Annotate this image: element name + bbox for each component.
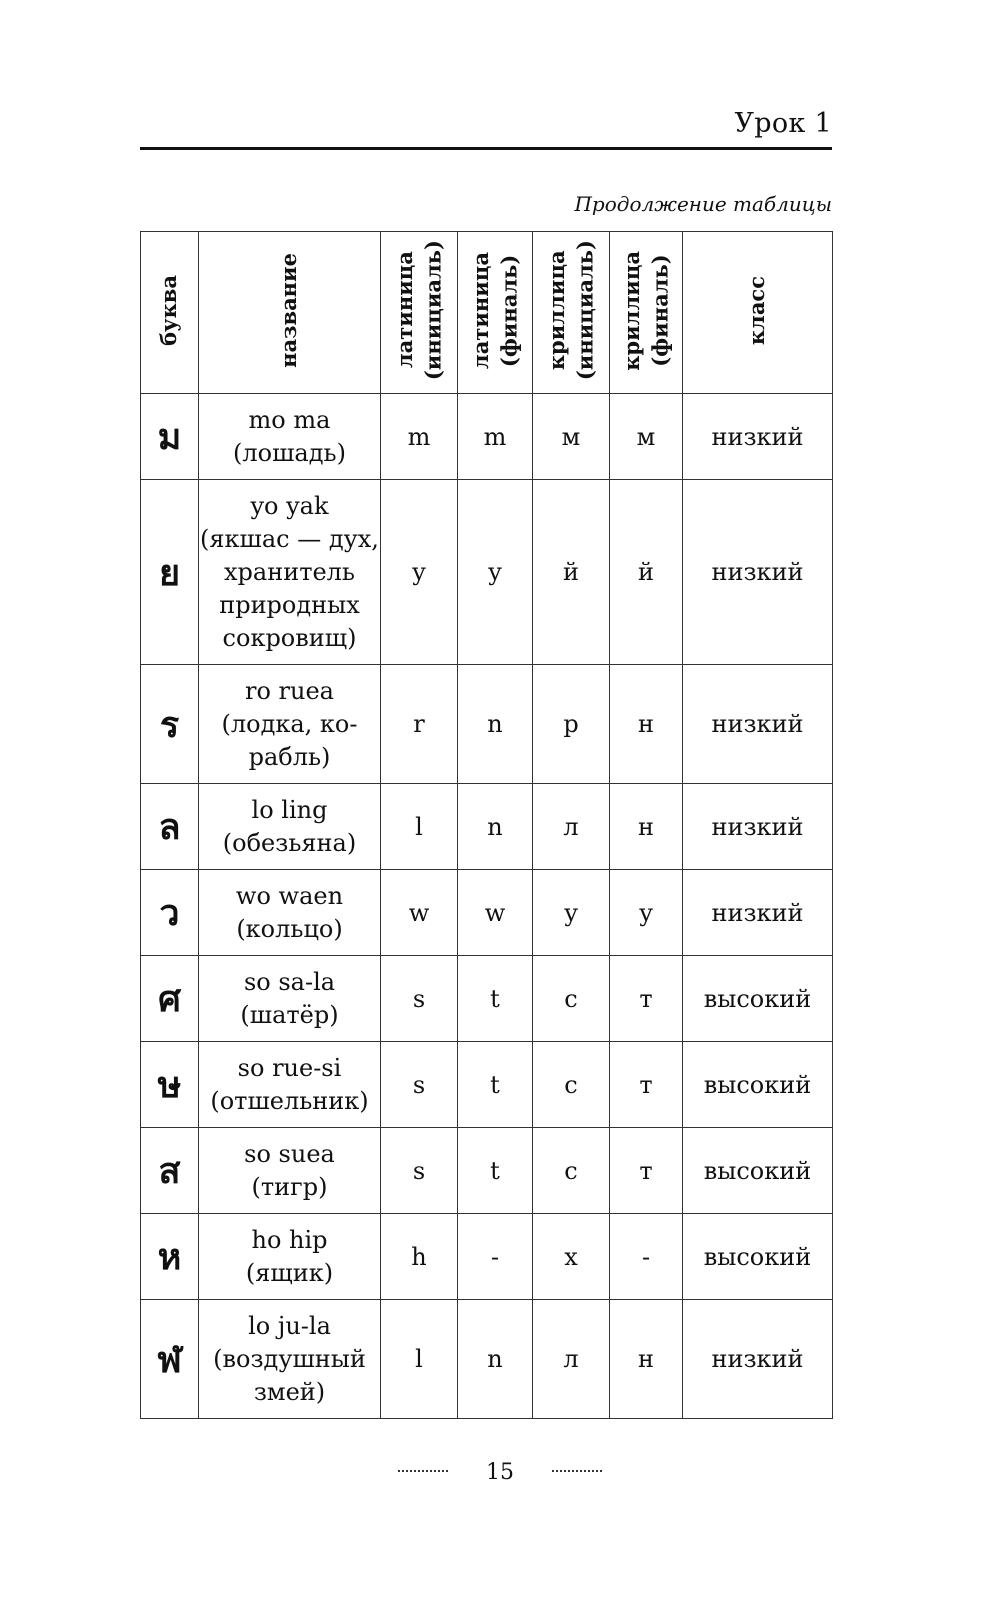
letter-name-line: (отшельник): [210, 1086, 369, 1115]
latin-final: t: [458, 1042, 533, 1128]
letter-name-line: сокровищ): [222, 623, 357, 652]
header-latin-initial-label: [391, 240, 448, 380]
letter-name-line: змей): [253, 1377, 326, 1406]
letter-name: [199, 665, 381, 784]
page-header: [140, 96, 832, 150]
latin-final: n: [458, 1300, 533, 1419]
thai-letter: ส: [141, 1128, 199, 1214]
letter-name-line: lo ling: [251, 795, 328, 824]
cyrillic-initial: л: [533, 1300, 610, 1419]
latin-initial: l: [381, 784, 458, 870]
latin-final: t: [458, 956, 533, 1042]
latin-initial: s: [381, 1128, 458, 1214]
thai-letter: ร: [141, 665, 199, 784]
header-name: [199, 232, 381, 394]
latin-initial: s: [381, 1042, 458, 1128]
table-row: [141, 665, 833, 784]
page-number: 15: [486, 1460, 514, 1485]
header-cyrillic-initial-line-1: криллица: [543, 250, 569, 371]
thai-letter: ว: [141, 870, 199, 956]
header-name-line-1: название: [276, 253, 302, 368]
page-footer: [0, 1460, 1000, 1485]
letter-name: [199, 870, 381, 956]
cyrillic-final: у: [610, 870, 683, 956]
header-latin-initial: [381, 232, 458, 394]
letter-name-line: ho hip: [251, 1225, 328, 1254]
latin-initial: r: [381, 665, 458, 784]
letter-name-line: (тигр): [251, 1172, 328, 1201]
header-cyrillic-initial-label: [543, 240, 600, 380]
latin-initial: s: [381, 956, 458, 1042]
latin-initial: m: [381, 394, 458, 480]
letter-name-line: so rue-si: [237, 1053, 342, 1082]
cyrillic-final: т: [610, 1128, 683, 1214]
cyrillic-initial: с: [533, 956, 610, 1042]
letter-name-line: lo ju-la: [248, 1311, 331, 1340]
header-cyrillic-final-line-2: (финаль): [647, 254, 672, 367]
letter-name-line: (кольцо): [236, 914, 343, 943]
letter-class: высокий: [683, 1128, 833, 1214]
latin-final: w: [458, 870, 533, 956]
letter-class: высокий: [683, 956, 833, 1042]
thai-letter: ม: [141, 394, 199, 480]
latin-initial: y: [381, 480, 458, 665]
cyrillic-final: й: [610, 480, 683, 665]
table-row: [141, 394, 833, 480]
header-latin-final-line-1: латиница: [467, 251, 493, 370]
table-row: [141, 784, 833, 870]
cyrillic-initial: й: [533, 480, 610, 665]
cyrillic-initial: с: [533, 1128, 610, 1214]
letter-name-line: (воздушный: [213, 1344, 366, 1373]
cyrillic-initial: с: [533, 1042, 610, 1128]
table-body: [141, 394, 833, 1419]
latin-initial: h: [381, 1214, 458, 1300]
letter-name-line: yo yak: [250, 491, 329, 520]
letter-name-line: so suea: [244, 1139, 335, 1168]
header-latin-initial-line-2: (инициаль): [420, 240, 445, 381]
table-row: [141, 1128, 833, 1214]
header-latin-final: [458, 232, 533, 394]
latin-final: t: [458, 1128, 533, 1214]
table-row: [141, 480, 833, 665]
cyrillic-final: н: [610, 665, 683, 784]
header-latin-final-line-2: (финаль): [496, 254, 521, 367]
letter-class: низкий: [683, 784, 833, 870]
letter-name-line: (лодка, ко-: [221, 709, 358, 738]
cyrillic-initial: л: [533, 784, 610, 870]
cyrillic-final: -: [610, 1214, 683, 1300]
letter-class: высокий: [683, 1214, 833, 1300]
letter-name: [199, 1300, 381, 1419]
letter-name-line: (ящик): [245, 1258, 334, 1287]
thai-letter: ศ: [141, 956, 199, 1042]
letter-class: низкий: [683, 870, 833, 956]
header-class: [683, 232, 833, 394]
cyrillic-initial: х: [533, 1214, 610, 1300]
letter-name-line: wo waen: [235, 881, 344, 910]
latin-initial: l: [381, 1300, 458, 1419]
header-cyrillic-final-label: [618, 251, 675, 371]
thai-letter: ห: [141, 1214, 199, 1300]
header-latin-final-label: [467, 252, 524, 369]
cyrillic-final: м: [610, 394, 683, 480]
latin-initial: w: [381, 870, 458, 956]
cyrillic-initial: у: [533, 870, 610, 956]
header-cyrillic-initial: [533, 232, 610, 394]
letter-name-line: хранитель: [224, 557, 355, 586]
latin-final: y: [458, 480, 533, 665]
header-letter-line-1: буква: [156, 275, 182, 346]
letter-name: [199, 1128, 381, 1214]
table-row: [141, 956, 833, 1042]
table-row: [141, 870, 833, 956]
letter-name-line: (шатёр): [240, 1000, 339, 1029]
letter-class: высокий: [683, 1042, 833, 1128]
header-latin-initial-line-1: латиница: [391, 251, 417, 370]
thai-letter: ล: [141, 784, 199, 870]
latin-final: n: [458, 784, 533, 870]
footer-dots-left: [398, 1470, 448, 1472]
thai-letter: ฬ: [141, 1300, 199, 1419]
cyrillic-final: н: [610, 784, 683, 870]
latin-final: -: [458, 1214, 533, 1300]
letter-class: низкий: [683, 1300, 833, 1419]
letter-name-line: (якшас — дух,: [200, 524, 379, 553]
table-row: [141, 1300, 833, 1419]
cyrillic-initial: р: [533, 665, 610, 784]
letter-name-line: (лошадь): [233, 438, 346, 467]
letter-name: [199, 1042, 381, 1128]
letter-name-line: mo ma: [248, 405, 331, 434]
header-cyrillic-final: [610, 232, 683, 394]
cyrillic-final: т: [610, 956, 683, 1042]
table-continuation-caption: Продолжение таблицы: [574, 192, 832, 216]
footer-dots-right: [552, 1470, 602, 1472]
lesson-title: Урок 1: [734, 108, 832, 139]
table-row: [141, 1042, 833, 1128]
header-letter-label: [155, 275, 183, 346]
cyrillic-initial: м: [533, 394, 610, 480]
header-name-label: [275, 253, 303, 368]
header-class-label: [743, 276, 771, 345]
letter-name-line: природных: [219, 590, 360, 619]
letter-class: низкий: [683, 394, 833, 480]
letter-name-line: so sa-la: [243, 967, 336, 996]
letter-name: [199, 956, 381, 1042]
letter-name: [199, 480, 381, 665]
letter-name: [199, 394, 381, 480]
letter-name-line: ro ruea: [245, 676, 334, 705]
cyrillic-final: т: [610, 1042, 683, 1128]
header-cyrillic-final-line-1: криллица: [618, 250, 644, 371]
cyrillic-final: н: [610, 1300, 683, 1419]
latin-final: n: [458, 665, 533, 784]
letter-name: [199, 1214, 381, 1300]
header-cyrillic-initial-line-2: (инициаль): [572, 240, 597, 381]
letter-name-line: рабль): [248, 742, 331, 771]
letter-name-line: (обезьяна): [222, 828, 357, 857]
header-class-line-1: класс: [744, 275, 770, 346]
table-row: [141, 1214, 833, 1300]
letter-name: [199, 784, 381, 870]
header-letter: [141, 232, 199, 394]
table-header-row: [141, 232, 833, 394]
letter-class: низкий: [683, 665, 833, 784]
latin-final: m: [458, 394, 533, 480]
letter-class: низкий: [683, 480, 833, 665]
thai-letter: ย: [141, 480, 199, 665]
thai-letter: ษ: [141, 1042, 199, 1128]
thai-letters-table: [140, 231, 833, 1419]
